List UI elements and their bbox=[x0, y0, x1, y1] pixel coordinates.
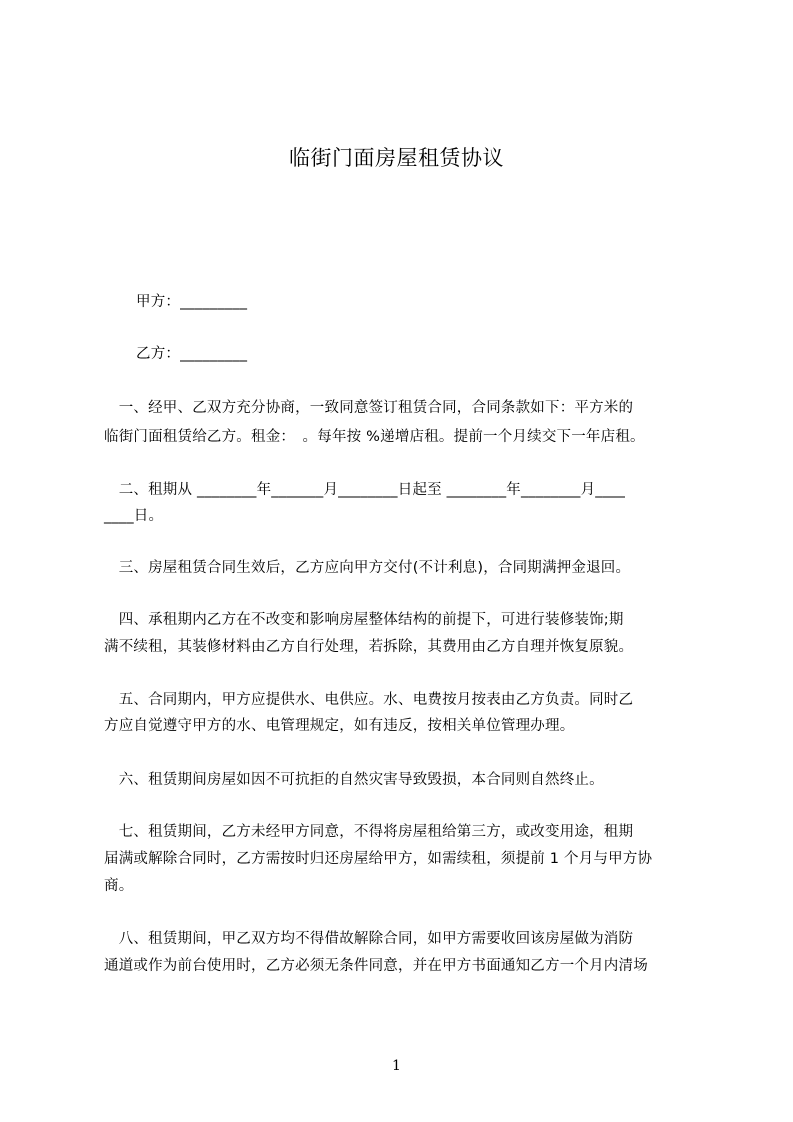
clause-5-line-1: 五、合同期内，甲方应提供水、电供应。水、电费按月按表由乙方负责。同时乙 bbox=[104, 692, 634, 708]
page-number: 1 bbox=[392, 1058, 401, 1074]
clause-1-line-1: 一、经甲、乙双方充分协商，一致同意签订租赁合同，合同条款如下：平方米的 bbox=[104, 400, 634, 416]
clause-2-line-2: ____日。 bbox=[104, 508, 164, 524]
clause-2-line-1: 二、租期从 ________年_______月________日起至 ________年________月____ bbox=[104, 482, 626, 498]
clause-3-line-1: 三、房屋租赁合同生效后，乙方应向甲方交付(不计利息)，合同期满押金退回。 bbox=[104, 560, 631, 576]
party-a-line: 甲方：_________ bbox=[136, 294, 248, 310]
clause-6-line-1: 六、租赁期间房屋如因不可抗拒的自然灾害导致毁损，本合同则自然终止。 bbox=[104, 772, 604, 788]
clause-7-line-1: 七、租赁期间，乙方未经甲方同意，不得将房屋租给第三方，或改变用途，租期 bbox=[104, 824, 634, 840]
clause-5-line-2: 方应自觉遵守甲方的水、电管理规定，如有违反，按相关单位管理办理。 bbox=[104, 718, 575, 734]
clause-7-line-3: 商。 bbox=[104, 878, 134, 894]
clause-8-line-2: 通道或作为前台使用时，乙方必须无条件同意，并在甲方书面通知乙方一个月内清场 bbox=[104, 958, 648, 974]
clause-4-line-1: 四、承租期内乙方在不改变和影响房屋整体结构的前提下，可进行装修装饰;期 bbox=[104, 612, 624, 628]
clause-1-line-2: 临街门面租赁给乙方。租金： 。每年按 %递增店租。提前一个月续交下一年店租。 bbox=[104, 429, 645, 445]
clause-8-line-1: 八、租赁期间，甲乙双方均不得借故解除合同，如甲方需要收回该房屋做为消防 bbox=[104, 931, 634, 947]
clause-7-line-2: 届满或解除合同时，乙方需按时归还房屋给甲方，如需续租，须提前 1 个月与甲方协 bbox=[104, 851, 653, 867]
clause-4-line-2: 满不续租，其装修材料由乙方自行处理，若拆除，其费用由乙方自理并恢复原貌。 bbox=[104, 639, 634, 655]
document-title: 临街门面房屋租赁协议 bbox=[289, 146, 504, 170]
party-b-line: 乙方：_________ bbox=[136, 346, 248, 362]
